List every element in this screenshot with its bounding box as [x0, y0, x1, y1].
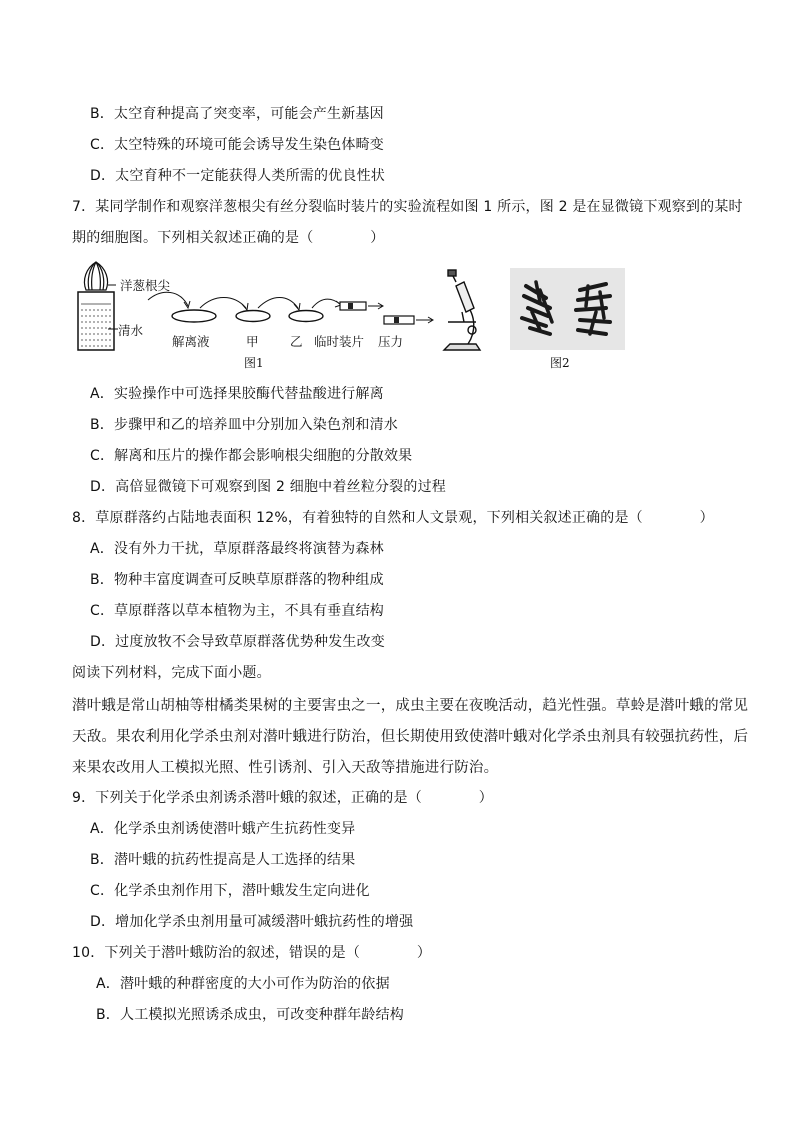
material-intro: 阅读下列材料，完成下面小题。 [72, 665, 271, 681]
figure-2-caption: 图2 [550, 356, 570, 370]
q9-option-d: D．增加化学杀虫剂用量可减缓潜叶蛾抗药性的增强 [90, 914, 414, 930]
q6-option-c: C．太空特殊的环境可能会诱导发生染色体畸变 [90, 137, 384, 153]
label-yi: 乙 [290, 334, 303, 349]
material-line2: 天敌。果农利用化学杀虫剂对潜叶蛾进行防治，但长期使用致使潜叶蛾对化学杀虫剂具有较强抗药性，后 [72, 729, 749, 745]
material-line1: 潜叶蛾是常山胡柚等柑橘类果树的主要害虫之一，成虫主要在夜晚活动，趋光性强。草蛉是潜叶蛾的常见 [72, 698, 749, 714]
figure-1-flow-diagram [72, 258, 492, 373]
label-dissociation-solution: 解离液 [172, 334, 210, 349]
q7-option-a: A．实验操作中可选择果胶酶代替盐酸进行解离 [90, 386, 384, 402]
q6-option-b: B．太空育种提高了突变率，可能会产生新基因 [90, 106, 384, 122]
label-jia: 甲 [246, 334, 259, 349]
label-pressure: 压力 [378, 334, 404, 349]
q9-option-b: B．潜叶蛾的抗药性提高是人工选择的结果 [90, 852, 356, 868]
microscope-icon [444, 270, 480, 350]
q8-stem: 8．草原群落约占陆地表面积 12%，有着独特的自然和人文景观，下列相关叙述正确的是（ ） [72, 510, 714, 526]
figure-1-caption: 图1 [244, 356, 264, 370]
petri-dish-jia-icon [236, 311, 270, 322]
q8-option-b: B．物种丰富度调查可反映草原群落的物种组成 [90, 572, 384, 588]
figure-2-micrograph [510, 268, 625, 368]
beaker-icon [78, 292, 114, 350]
label-temporary-mount: 临时装片 [314, 334, 365, 349]
q9-option-a: A．化学杀虫剂诱使潜叶蛾产生抗药性变异 [90, 821, 356, 837]
q9-option-c: C．化学杀虫剂作用下，潜叶蛾发生定向进化 [90, 883, 370, 899]
q8-option-a: A．没有外力干扰，草原群落最终将演替为森林 [90, 541, 384, 557]
onion-icon [84, 262, 107, 290]
q7-option-d: D．高倍显微镜下可观察到图 2 细胞中着丝粒分裂的过程 [90, 479, 446, 495]
q8-option-d: D．过度放牧不会导致草原群落优势种发生改变 [90, 634, 385, 650]
figure-2-image [510, 268, 625, 350]
q10-option-b: B．人工模拟光照诱杀成虫，可改变种群年龄结构 [96, 1007, 405, 1023]
q7-stem-line2: 期的细胞图。下列相关叙述正确的是（ ） [72, 230, 385, 246]
q10-stem: 10．下列关于潜叶蛾防治的叙述，错误的是（ ） [72, 945, 432, 961]
q9-stem: 9．下列关于化学杀虫剂诱杀潜叶蛾的叙述，正确的是（ ） [72, 790, 493, 806]
q10-option-a: A．潜叶蛾的种群密度的大小可作为防治的依据 [96, 976, 390, 992]
petri-dish-yi-icon [289, 311, 323, 322]
q7-option-c: C．解离和压片的操作都会影响根尖细胞的分散效果 [90, 448, 413, 464]
label-water: 清水 [118, 323, 144, 338]
q8-option-c: C．草原群落以草本植物为主，不具有垂直结构 [90, 603, 384, 619]
q7-stem-line1: 7．某同学制作和观察洋葱根尖有丝分裂临时装片的实验流程如图 1 所示，图 2 是在显微镜下观察到的某时 [72, 199, 743, 215]
petri-dish-dissociation-icon [172, 310, 216, 322]
label-onion-tip: 洋葱根尖 [120, 278, 171, 293]
q7-option-b: B．步骤甲和乙的培养皿中分别加入染色剂和清水 [90, 417, 399, 433]
q6-option-d: D．太空育种不一定能获得人类所需的优良性状 [90, 168, 385, 184]
material-line3: 来果农改用人工模拟光照、性引诱剂、引入天敌等措施进行防治。 [72, 760, 499, 776]
